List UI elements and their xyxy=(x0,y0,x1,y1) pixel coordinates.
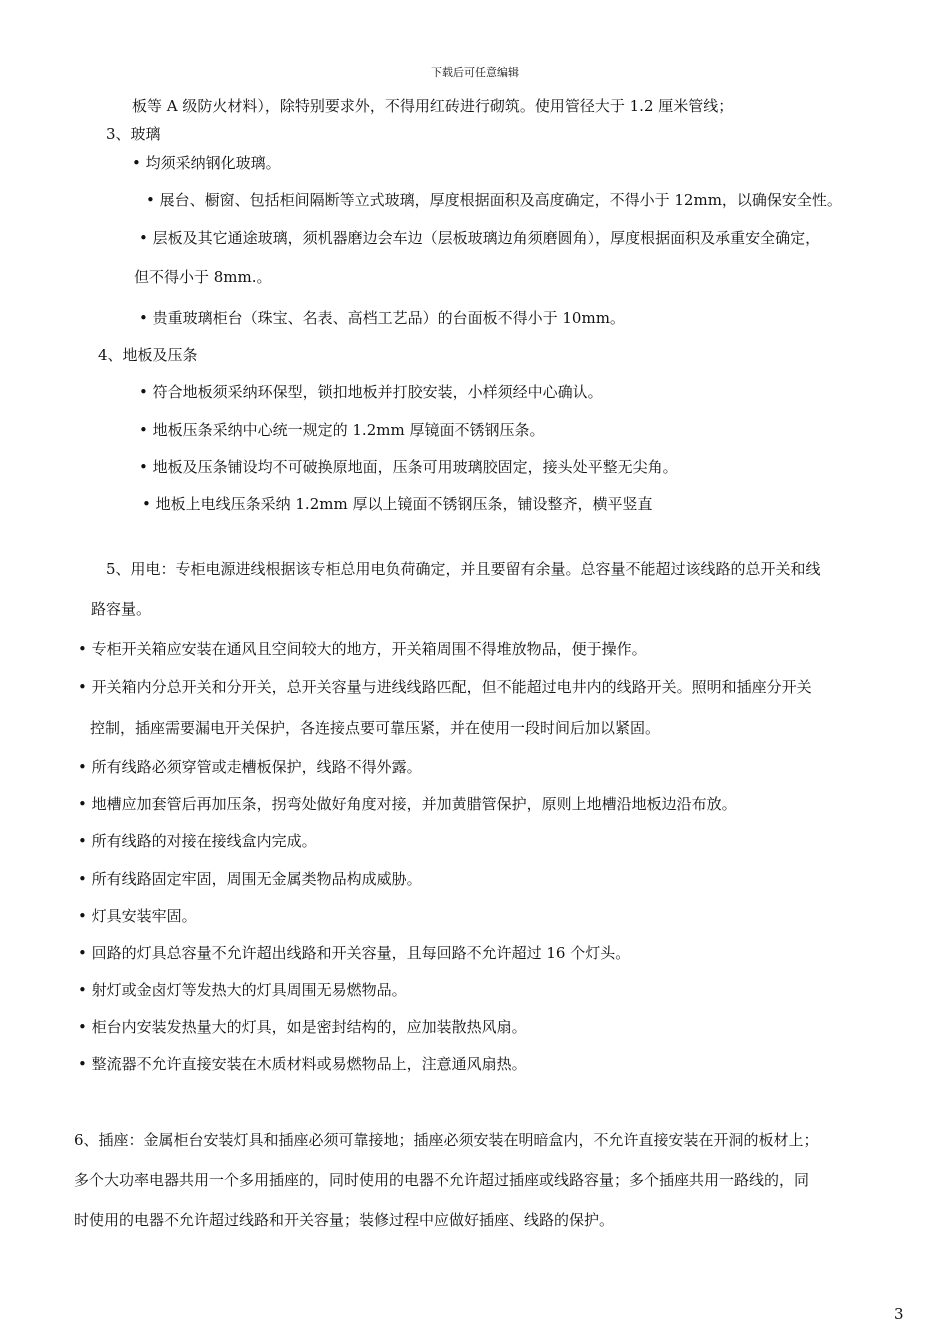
bullet-item: • 均须采纳钢化玻璃。 xyxy=(132,154,281,172)
text-line: 多个大功率电器共用一个多用插座的，同时使用的电器不允许超过插座或线路容量；多个插座共用一路线的，同 xyxy=(74,1171,810,1189)
bullet-item: • 开关箱内分总开关和分开关，总开关容量与进线线路匹配，但不能超过电井内的线路开关。照明和插座分开关 xyxy=(78,678,812,696)
bullet-item: • 展台、橱窗、包括柜间隔断等立式玻璃，厚度根据面积及高度确定，不得小于 12mm，以确保安全性。 xyxy=(146,191,842,209)
text-line: 时使用的电器不允许超过线路和开关容量；装修过程中应做好插座、线路的保护。 xyxy=(74,1211,615,1229)
text-line: 板等 A 级防火材料），除特别要求外，不得用红砖进行砌筑。使用管径大于 1.2 厘米管线； xyxy=(132,97,734,115)
bullet-item: • 地槽应加套管后再加压条，拐弯处做好角度对接，并加黄腊管保护，原则上地槽沿地板边沿布放。 xyxy=(78,795,737,813)
bullet-item: • 回路的灯具总容量不允许超出线路和开关容量，且每回路不允许超过 16 个灯头。 xyxy=(78,944,631,962)
bullet-item: • 所有线路的对接在接线盒内完成。 xyxy=(78,832,317,850)
section-heading: 5、用电：专柜电源进线根据该专柜总用电负荷确定，并且要留有余量。总容量不能超过该线路的总开关和线 xyxy=(106,560,821,578)
text-line: 但不得小于 8mm.。 xyxy=(134,268,272,286)
page-header: 下载后可任意编辑 xyxy=(431,66,519,79)
section-heading: 3、玻璃 xyxy=(106,125,161,143)
page-number: 3 xyxy=(894,1305,904,1323)
bullet-item: • 射灯或金卤灯等发热大的灯具周围无易燃物品。 xyxy=(78,981,407,999)
text-line: 控制，插座需要漏电开关保护，各连接点要可靠压紧，并在使用一段时间后加以紧固。 xyxy=(90,719,661,737)
bullet-item: • 所有线路固定牢固，周围无金属类物品构成威胁。 xyxy=(78,870,422,888)
bullet-item: • 柜台内安装发热量大的灯具，如是密封结构的，应加装散热风扇。 xyxy=(78,1018,527,1036)
bullet-item: • 灯具安装牢固。 xyxy=(78,907,197,925)
text-line: 路容量。 xyxy=(91,600,152,618)
section-heading: 4、地板及压条 xyxy=(98,346,198,364)
bullet-item: • 层板及其它通途玻璃，须机器磨边会车边（层板玻璃边角须磨圆角），厚度根据面积及承重安全确定， xyxy=(139,229,821,247)
bullet-item: • 整流器不允许直接安装在木质材料或易燃物品上，注意通风扇热。 xyxy=(78,1055,527,1073)
bullet-item: • 地板及压条铺设均不可破换原地面，压条可用玻璃胶固定，接头处平整无尖角。 xyxy=(139,458,678,476)
bullet-item: • 地板上电线压条采纳 1.2mm 厚以上镜面不锈钢压条，铺设整齐，横平竖直 xyxy=(142,495,653,513)
section-heading: 6、插座：金属柜台安装灯具和插座必须可靠接地；插座必须安装在明暗盒内，不允许直接安装在开洞的板材上； xyxy=(74,1131,819,1149)
bullet-item: • 符合地板须采纳环保型，锁扣地板并打胶安装，小样须经中心确认。 xyxy=(139,383,603,401)
bullet-item: • 地板压条采纳中心统一规定的 1.2mm 厚镜面不锈钢压条。 xyxy=(139,421,545,439)
bullet-item: • 专柜开关箱应安装在通风且空间较大的地方，开关箱周围不得堆放物品，便于操作。 xyxy=(78,640,647,658)
bullet-item: • 所有线路必须穿管或走槽板保护，线路不得外露。 xyxy=(78,758,422,776)
bullet-item: • 贵重玻璃柜台（珠宝、名表、高档工艺品）的台面板不得小于 10mm。 xyxy=(139,309,625,327)
